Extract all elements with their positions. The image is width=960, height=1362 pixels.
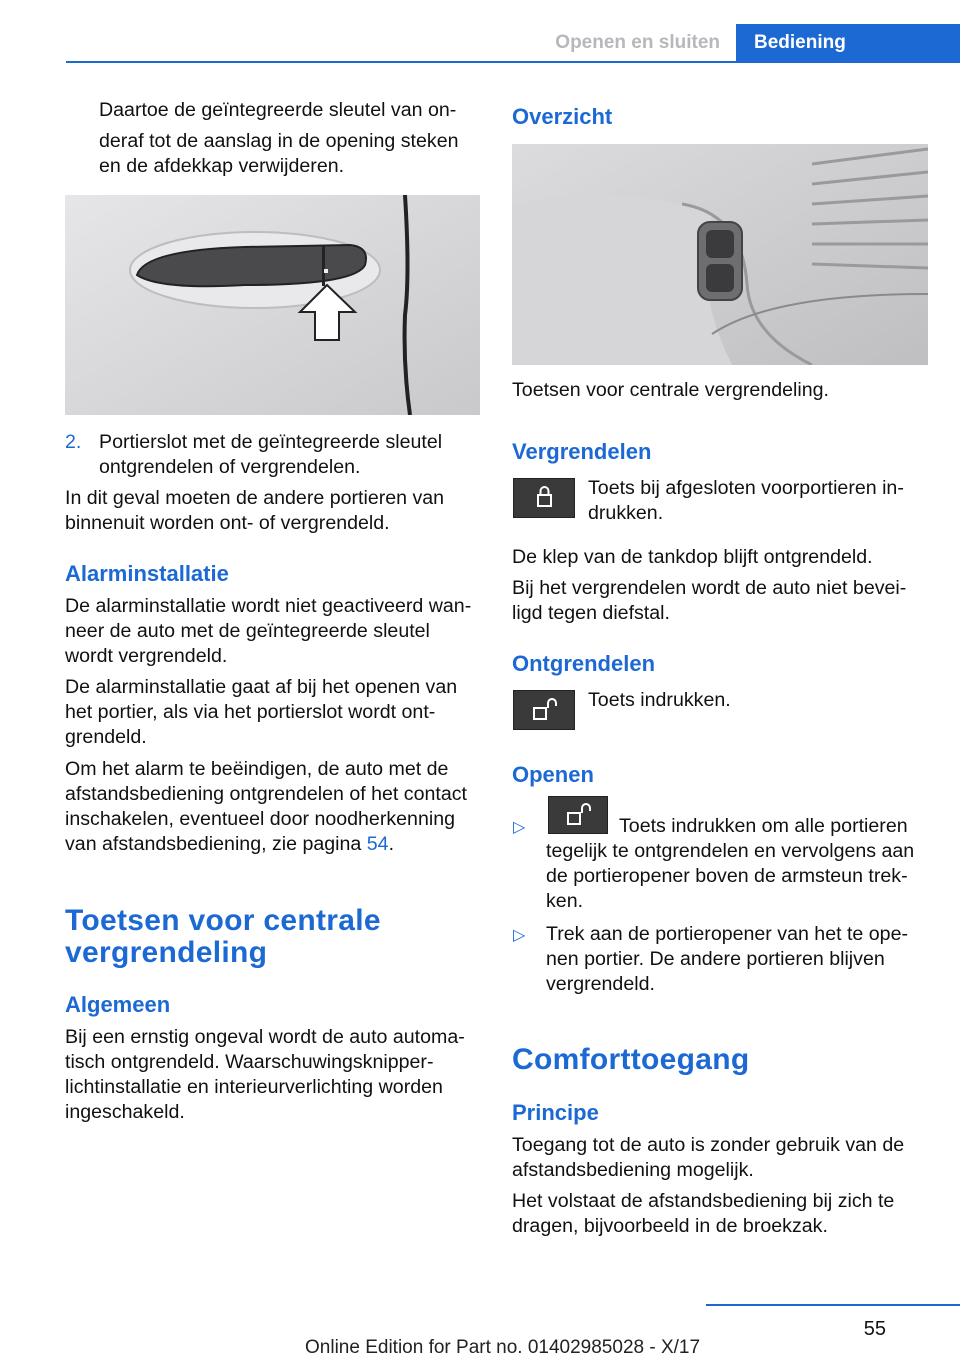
door-panel-illustration <box>512 144 928 365</box>
principle-p1-line-2: afstandsbediening mogelijk. <box>512 1159 754 1181</box>
general-heading: Algemeen <box>65 992 171 1017</box>
header-chapter-tab: Bediening <box>736 24 960 62</box>
step-2-line-1: Portierslot met de geïntegreerde sleutel <box>99 431 443 453</box>
open-item1-line-2: tegelijk te ontgrendelen en vervolgens aan <box>546 840 915 862</box>
page-number: 55 <box>863 1318 886 1340</box>
open-item2-line-2: nen portier. De andere portieren blijven <box>546 948 885 970</box>
step-2-line-2: ontgrendelen of vergrendelen. <box>99 456 361 478</box>
open-item1-line-1: Toets indrukken om alle portieren <box>619 815 908 837</box>
unlock-icon <box>513 690 575 730</box>
general-line-1: Bij een ernstig ongeval wordt de auto automa- <box>65 1026 465 1048</box>
intro-line-3: en de afdekkap verwijderen. <box>99 155 345 177</box>
section-heading-line-2: vergrendeling <box>65 936 268 969</box>
intro-line-2: deraf tot de aanslag in de opening steken <box>99 130 459 152</box>
principle-p1-line-1: Toegang tot de auto is zonder gebruik van de <box>512 1134 905 1156</box>
note-line-1: In dit geval moeten de andere portieren van <box>65 487 445 509</box>
lock-text-line-2: drukken. <box>588 502 664 524</box>
principle-heading: Principe <box>512 1100 599 1125</box>
open-item2-line-1: Trek aan de portieropener van het te ope- <box>546 923 908 945</box>
alarm-p3-end: . <box>388 833 395 855</box>
lock-p1: De klep van de tankdop blijft ontgrendeld. <box>512 546 873 568</box>
lock-text-line-1: Toets bij afgesloten voorportieren in- <box>588 477 904 499</box>
bullet-1-icon: ▷ <box>513 819 526 836</box>
principle-p2-line-1: Het volstaat de afstandsbediening bij zich te <box>512 1190 895 1212</box>
overview-caption: Toetsen voor centrale vergrendeling. <box>512 379 829 401</box>
bullet-2-icon: ▷ <box>513 927 526 944</box>
comfort-heading: Comforttoegang <box>512 1043 750 1076</box>
open-item2-line-3: vergrendeld. <box>546 973 655 995</box>
unlock-text: Toets indrukken. <box>588 689 731 711</box>
open-heading: Openen <box>512 762 594 787</box>
general-line-2: tisch ontgrendeld. Waarschuwingsknipper- <box>65 1051 434 1073</box>
alarm-p1-line-3: wordt vergrendeld. <box>65 645 228 667</box>
edition-note: Online Edition for Part no. 01402985028 - X/17 <box>305 1337 701 1358</box>
overview-heading: Overzicht <box>512 104 613 129</box>
section-heading-line-1: Toetsen voor centrale <box>65 904 381 937</box>
general-line-3: lichtinstallatie en interieurverlichting worden <box>65 1076 443 1098</box>
alarm-p3-line-4-text: van afstandsbediening, zie pagina <box>65 833 362 855</box>
alarm-heading: Alarminstallatie <box>65 561 229 586</box>
principle-p2-line-2: dragen, bijvoorbeeld in de broekzak. <box>512 1215 828 1237</box>
alarm-p2-line-3: grendeld. <box>65 726 147 748</box>
alarm-p3-line-1: Om het alarm te beëindigen, de auto met de <box>65 758 449 780</box>
header-section-label: Openen en sluiten <box>555 32 720 53</box>
intro-line-1: Daartoe de geïntegreerde sleutel van on- <box>99 99 457 121</box>
alarm-p2-line-1: De alarminstallatie gaat af bij het openen van <box>65 676 458 698</box>
alarm-p1-line-2: neer de auto met de geïntegreerde sleutel <box>65 620 430 642</box>
open-item1-line-4: ken. <box>546 890 584 912</box>
lock-p2-line-1: Bij het vergrendelen wordt de auto niet bevei- <box>512 577 907 599</box>
page-reference-link[interactable]: 54 <box>366 833 389 855</box>
unlock-heading: Ontgrendelen <box>512 651 656 676</box>
header-rule <box>66 61 960 63</box>
alarm-p3-line-3: inschakelen, eventueel door noodherkenning <box>65 808 455 830</box>
page-header <box>0 0 960 62</box>
unlock-inline-icon <box>548 796 608 834</box>
step-2-number: 2. <box>65 431 82 453</box>
door-handle-image <box>65 195 480 415</box>
lock-p2-line-2: ligd tegen diefstal. <box>512 602 670 624</box>
lock-heading: Vergrendelen <box>512 439 652 464</box>
alarm-p2-line-2: het portier, als via het portierslot wordt ont- <box>65 701 436 723</box>
alarm-p3-line-4 <box>65 832 394 857</box>
footer-rule <box>706 1304 960 1306</box>
alarm-p1-line-1: De alarminstallatie wordt niet geactiveerd wan- <box>65 595 472 617</box>
open-item1-line-3: de portieropener boven de armsteun trek- <box>546 865 908 887</box>
general-line-4: ingeschakeld. <box>65 1101 185 1123</box>
alarm-p3-line-2: afstandsbediening ontgrendelen of het contact <box>65 783 467 805</box>
note-line-2: binnenuit worden ont- of vergrendeld. <box>65 512 390 534</box>
door-panel-image <box>512 144 928 365</box>
door-handle-illustration <box>65 195 480 415</box>
lock-icon <box>513 478 575 518</box>
